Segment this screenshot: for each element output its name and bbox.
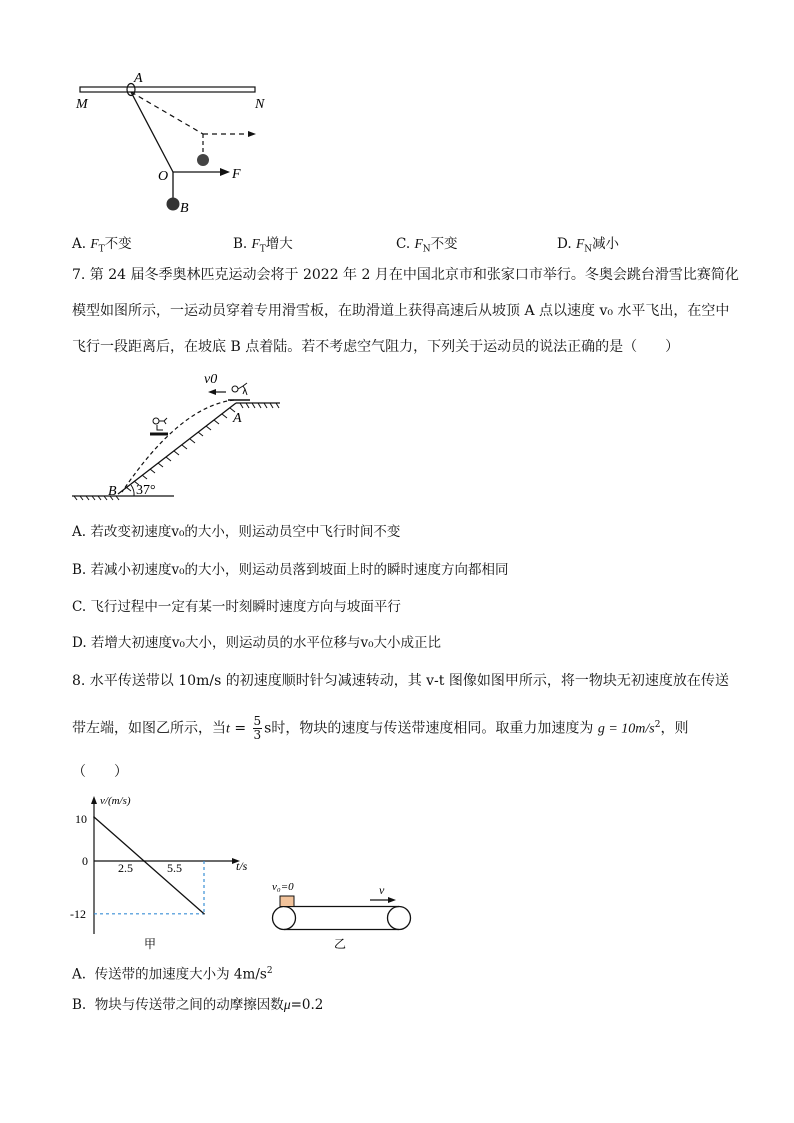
label-angle: 37° — [136, 483, 156, 498]
y-tick-10: 10 — [75, 812, 87, 826]
q7-option-d[interactable]: D. 若增大初速度v₀大小，则运动员的水平位移与v₀大小成正比 — [72, 635, 442, 651]
skier-at-a — [228, 383, 250, 400]
label-v0-zero: v₀=0 — [272, 881, 294, 893]
label-n: N — [255, 97, 265, 112]
q7-stem-line-1: 7. 第 24 届冬季奥林匹克运动会将于 2022 年 2 月在中国北京市和张家口市举行。冬奥会跳台滑雪比赛简化 — [72, 267, 739, 283]
angle-arc — [131, 485, 134, 496]
v0-arrowhead — [208, 389, 216, 395]
dashed-arrowhead — [248, 131, 256, 137]
label-v: v — [379, 883, 385, 897]
rope-ao — [131, 92, 173, 172]
label-m: M — [76, 97, 88, 112]
y-axis-arrow — [91, 796, 97, 804]
label-o: O — [158, 169, 169, 184]
q6-option-a[interactable]: A. $F_T$不变 — [72, 236, 132, 255]
q6-option-b[interactable]: B. $F_T$增大 — [233, 236, 293, 255]
top-platform-hatch — [240, 403, 279, 408]
slope-line — [118, 403, 236, 494]
force-f-arrowhead — [220, 168, 230, 176]
x-tick-5-5: 5.5 — [167, 861, 182, 875]
vt-point-1 — [143, 860, 145, 862]
q8-stem-line-3: （ ） — [72, 764, 128, 780]
y-tick-0: 0 — [82, 854, 88, 868]
q8-stem-line-1: 8. 水平传送带以 10m/s 的初速度顺时针匀减速转动，其 v-t 图像如图甲所示，将一物块无初速度放在传送 — [72, 673, 729, 689]
q7-option-b[interactable]: B. 若减小初速度v₀的大小，则运动员落到坡面上时的瞬时速度方向都相同 — [72, 562, 509, 578]
belt-velocity-arrowhead — [388, 897, 396, 903]
q7-stem-line-2: 模型如图所示，一运动员穿着专用滑雪板，在助滑道上获得高速后从坡顶 A 点以速度 v₀ 水平飞出，在空中 — [72, 303, 730, 319]
vt-graph — [66, 788, 266, 950]
q6-option-c[interactable]: C. $F_N$不变 — [396, 236, 458, 255]
figure-ski-slope — [70, 370, 290, 505]
rod-mn — [80, 87, 255, 92]
y-tick-minus-12: -12 — [70, 907, 86, 921]
graph-caption: 甲 — [144, 937, 157, 950]
x-tick-2-5: 2.5 — [118, 861, 133, 875]
vt-point-0 — [93, 816, 95, 818]
left-roller — [273, 907, 296, 930]
q7-stem-line-3: 飞行一段距离后，在坡底 B 点着陆。若不考虑空气阻力，下列关于运动员的说法正确的是（ ） — [72, 339, 680, 355]
label-a-point: A — [233, 411, 242, 426]
right-roller — [388, 907, 411, 930]
block — [280, 896, 294, 907]
vt-series-line — [94, 817, 204, 914]
belt-caption: 乙 — [334, 937, 347, 950]
label-v0: v0 — [204, 372, 218, 387]
q7-option-c[interactable]: C. 飞行过程中一定有某一时刻瞬时速度方向与坡面平行 — [72, 599, 401, 615]
label-a: A — [134, 71, 143, 86]
q8-stem-line-2: 带左端，如图乙所示，当t = $\frac{5}{3}$ s时，物块的速度与传送带速度相同。取重力加速度为 $g = 10m/s^2$，则 — [72, 714, 689, 743]
q8-option-b[interactable]: B. 物块与传送带之间的动摩擦因数μ=0.2 — [72, 997, 324, 1013]
label-f: F — [232, 167, 241, 182]
x-axis-label: t/s — [236, 859, 248, 873]
ball-b — [167, 198, 180, 211]
figure-rod-pendulum — [70, 66, 290, 216]
label-b: B — [180, 201, 189, 216]
q6-option-d[interactable]: D. $F_N$减小 — [557, 236, 620, 255]
q7-option-a[interactable]: A. 若改变初速度v₀的大小，则运动员空中飞行时间不变 — [72, 524, 401, 540]
label-b-point: B — [108, 484, 117, 499]
ball-dashed-position — [197, 154, 209, 166]
y-axis-label: v/(m/s) — [100, 795, 131, 807]
slope-hatch — [126, 408, 235, 491]
fraction-5-3: $\frac{5}{3}$ — [253, 714, 262, 743]
q8-option-a[interactable]: A. 传送带的加速度大小为 $4m/s^2$ — [72, 966, 273, 983]
vt-point-2 — [203, 913, 205, 915]
figure-conveyor-belt — [262, 874, 422, 950]
skier-mid-air — [150, 418, 168, 434]
